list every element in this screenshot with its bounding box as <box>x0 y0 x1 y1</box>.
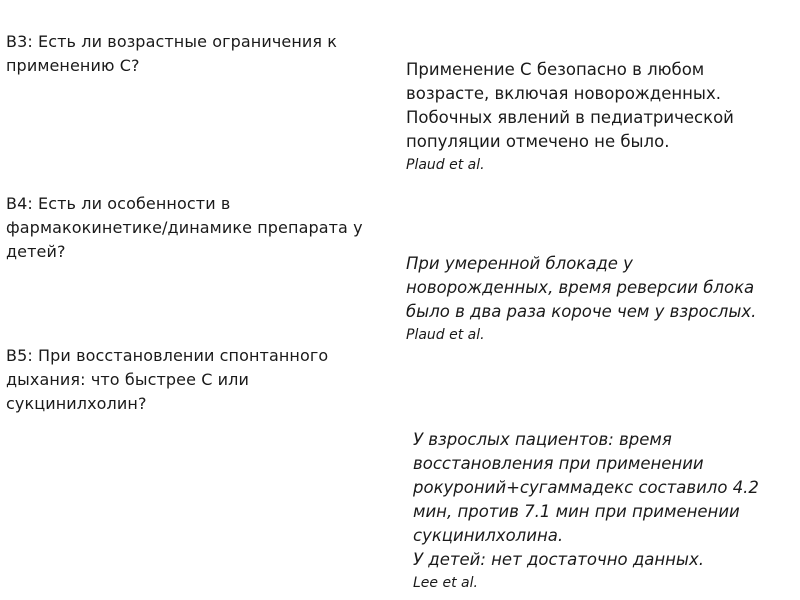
question-b4-line: фармакокинетике/динамике препарата у <box>6 218 363 237</box>
answer-b5-line: восстановления при применении <box>413 454 704 473</box>
answer-b3-line: возрасте, включая новорожденных. <box>406 84 721 103</box>
answer-b4-line: новорожденных, время реверсии блока <box>406 278 755 297</box>
question-b4-line: детей? <box>6 242 66 261</box>
citation-b3: Plaud et al. <box>406 157 485 173</box>
question-b3-line: применению С? <box>6 56 140 75</box>
answer-b4-line: При умеренной блокаде у <box>406 254 633 273</box>
answer-b3 <box>406 58 734 176</box>
answer-b3-line: Применение С безопасно в любом <box>406 60 705 79</box>
answer-b4-line: было в два раза короче чем у взрослых. <box>406 302 757 321</box>
citation-b5: Lee et al. <box>413 575 478 591</box>
answer-b5 <box>413 428 759 594</box>
answer-b5-line: сукцинилхолина. <box>413 526 564 545</box>
answer-b5-line: рокуроний+сугаммадекс составило 4.2 <box>413 478 759 497</box>
question-b3 <box>6 30 337 78</box>
answer-b3-line: Побочных явлений в педиатрической <box>406 108 734 127</box>
question-b5-line: сукцинилхолин? <box>6 394 147 413</box>
question-b5 <box>6 344 328 416</box>
citation-b4: Plaud et al. <box>406 327 485 343</box>
answer-b5-line: У детей: нет достаточно данных. <box>413 550 704 569</box>
answer-b5-line: У взрослых пациентов: время <box>413 430 672 449</box>
question-b3-line: В3: Есть ли возрастные ограничения к <box>6 32 338 51</box>
question-b4-line: В4: Есть ли особенности в <box>6 194 231 213</box>
question-b5-line: дыхания: что быстрее С или <box>6 370 250 389</box>
answer-b4 <box>406 252 756 346</box>
answer-b5-line: мин, против 7.1 мин при применении <box>413 502 740 521</box>
question-b5-line: В5: При восстановлении спонтанного <box>6 346 329 365</box>
answer-b3-line: популяции отмечено не было. <box>406 132 670 151</box>
question-b4 <box>6 192 363 264</box>
